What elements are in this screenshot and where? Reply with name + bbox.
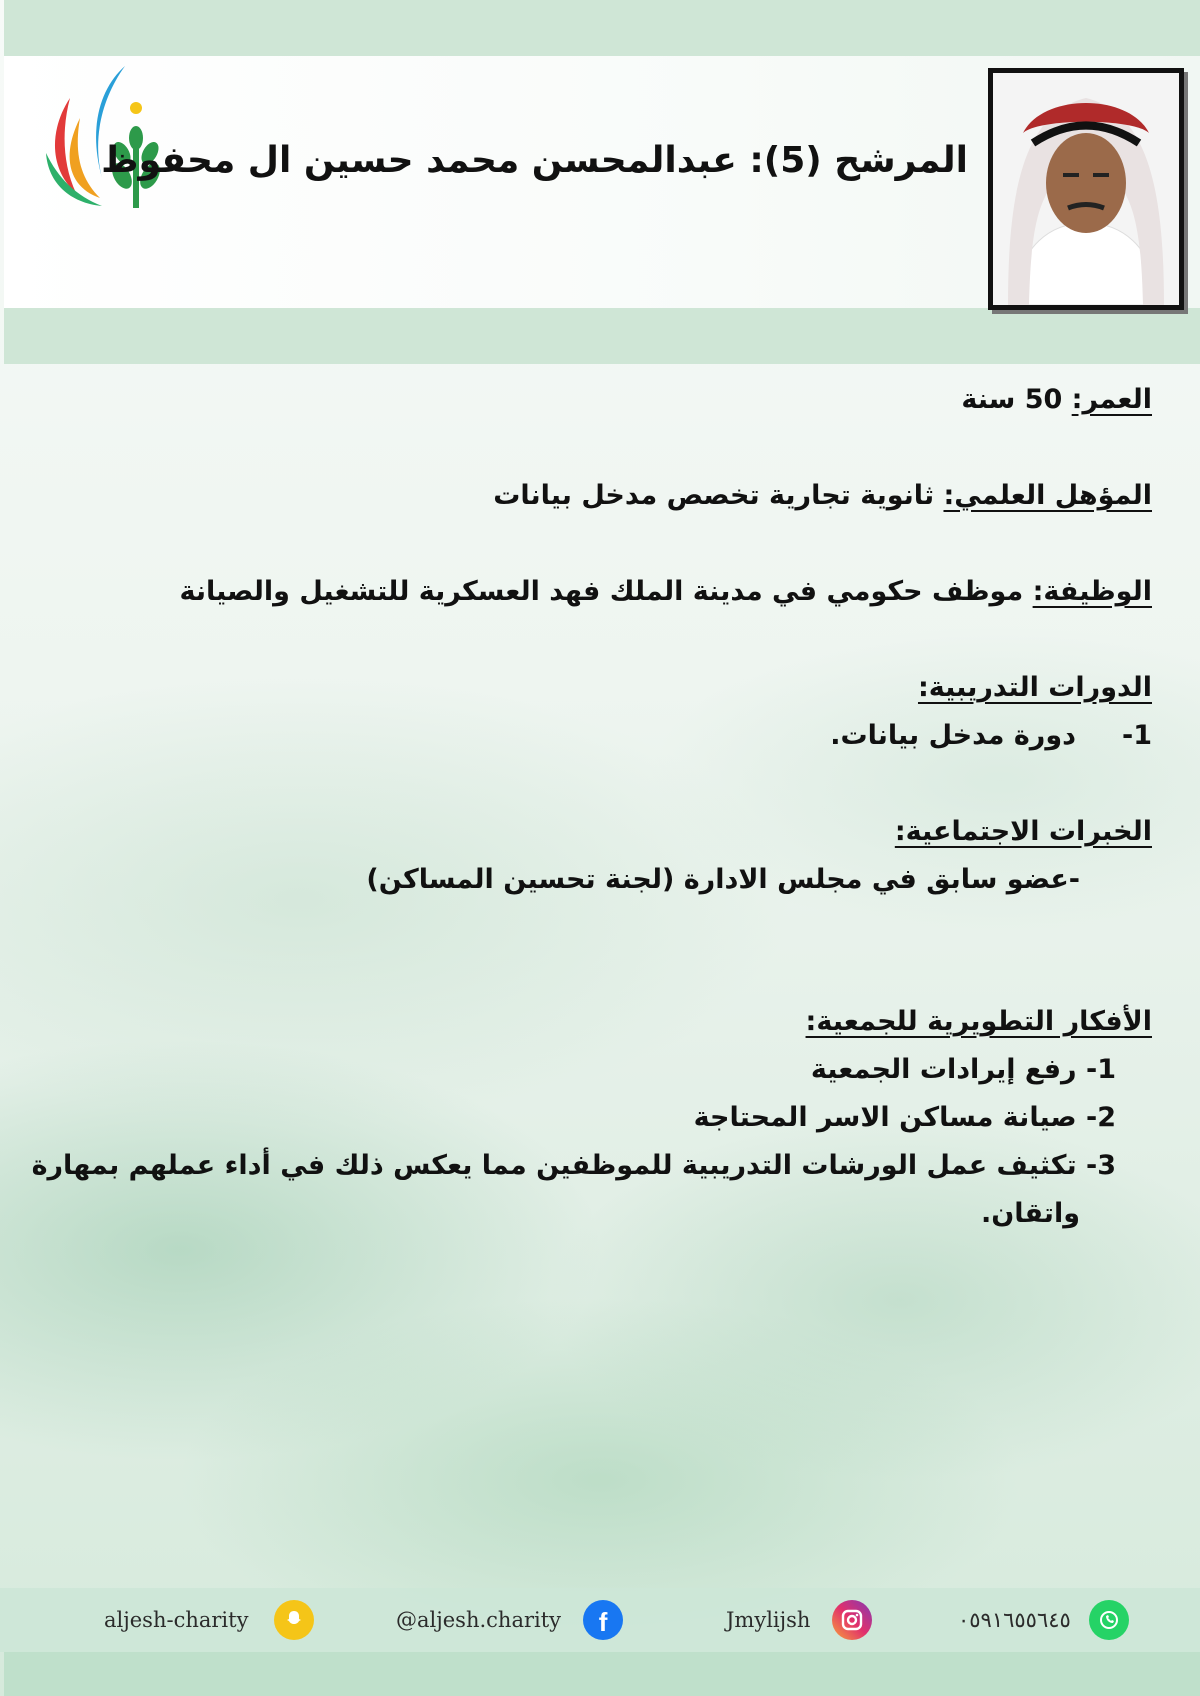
snapchat-link[interactable] xyxy=(104,1600,314,1640)
idea-text: تكثيف عمل الورشات التدريبية للموظفين مما يعكس ذلك في أداء عملهم بمهارة xyxy=(31,1150,1077,1181)
whatsapp-icon xyxy=(1089,1600,1129,1640)
idea-item-3 xyxy=(32,1144,1116,1187)
qualification-label: المؤهل العلمي: xyxy=(943,480,1152,511)
whatsapp-number: ٠٥٩١٦٥٥٦٤٥ xyxy=(958,1608,1071,1632)
instagram-icon xyxy=(832,1600,872,1640)
job-value: موظف حكومي في مدينة الملك فهد العسكرية للتشغيل والصيانة xyxy=(179,576,1033,607)
idea-item-3-continued xyxy=(981,1192,1080,1235)
instagram-link[interactable] xyxy=(726,1600,872,1640)
social-label: الخبرات الاجتماعية: xyxy=(894,816,1152,847)
age-value: 50 سنة xyxy=(961,384,1072,415)
page-title: المرشح (5): عبدالمحسن محمد حسين ال محفوظ xyxy=(101,140,968,181)
age-label: العمر: xyxy=(1071,384,1152,415)
bottom-band xyxy=(4,1652,1200,1696)
idea-number: 2- xyxy=(1085,1102,1116,1133)
social-label-row xyxy=(895,810,1152,853)
job-label: الوظيفة: xyxy=(1032,576,1152,607)
instagram-handle: Jmylijsh xyxy=(726,1608,811,1632)
facebook-handle: @aljesh.charity xyxy=(396,1608,562,1632)
courses-label-row xyxy=(918,666,1152,709)
idea-text: رفع إيرادات الجمعية xyxy=(810,1054,1077,1085)
social-text: -عضو سابق في مجلس الادارة (لجنة تحسين المساكن) xyxy=(366,864,1080,895)
age-row xyxy=(961,378,1152,421)
idea-number: 3- xyxy=(1085,1150,1116,1181)
course-item xyxy=(830,714,1152,757)
course-text: دورة مدخل بيانات. xyxy=(830,720,1076,751)
idea-number: 1- xyxy=(1085,1054,1116,1085)
idea-item-2 xyxy=(694,1096,1116,1139)
ideas-label-row xyxy=(806,1000,1152,1043)
idea-item-1 xyxy=(811,1048,1116,1091)
qualification-row xyxy=(493,474,1152,517)
idea-text: صيانة مساكن الاسر المحتاجة xyxy=(693,1102,1077,1133)
facebook-link[interactable] xyxy=(396,1600,623,1640)
facebook-icon: f xyxy=(583,1600,623,1640)
whatsapp-link[interactable] xyxy=(958,1600,1129,1640)
job-row xyxy=(179,570,1152,613)
courses-label: الدورات التدريبية: xyxy=(917,672,1152,703)
top-band xyxy=(4,0,1200,56)
header-bottom-band xyxy=(4,308,1200,364)
social-item xyxy=(366,858,1080,901)
ideas-label: الأفكار التطويرية للجمعية: xyxy=(805,1006,1152,1037)
candidate-photo xyxy=(988,68,1184,310)
snapchat-icon xyxy=(274,1600,314,1640)
idea-text-continued: واتقان. xyxy=(980,1198,1080,1229)
qualification-value: ثانوية تجارية تخصص مدخل بيانات xyxy=(493,480,944,511)
snapchat-handle: aljesh-charity xyxy=(104,1608,249,1632)
course-number: 1- xyxy=(1121,720,1152,751)
